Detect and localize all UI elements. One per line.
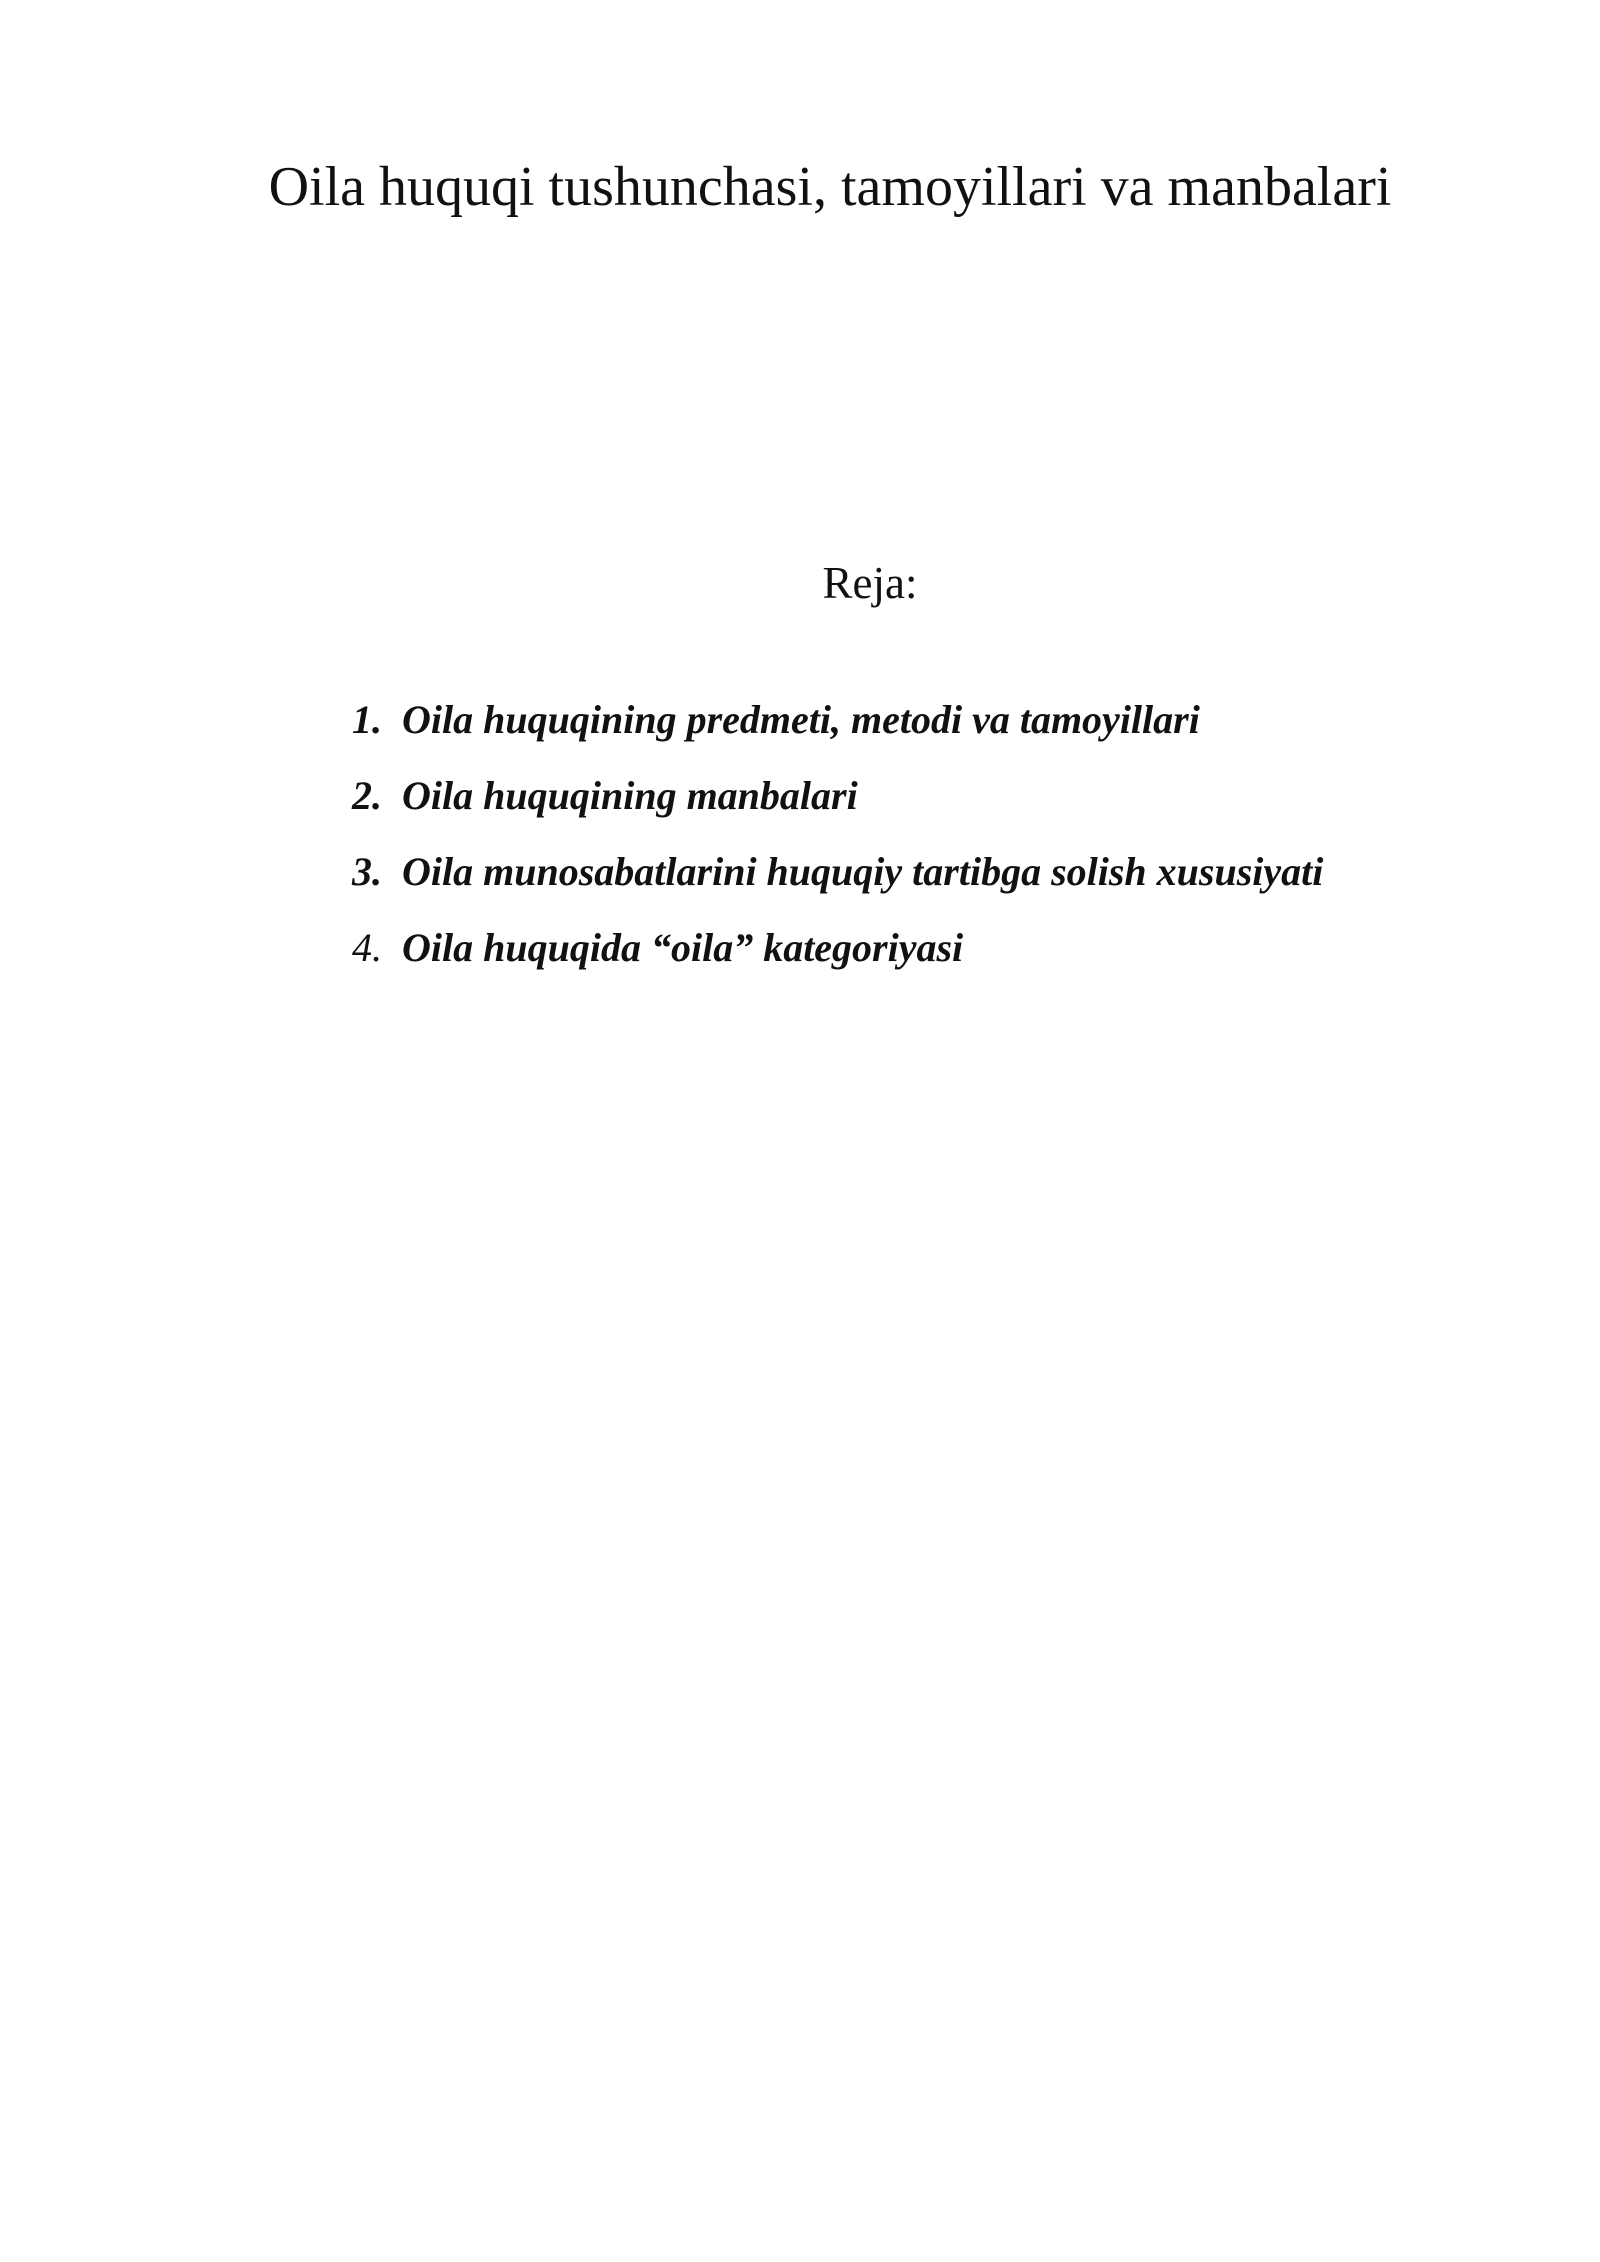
plan-item-number: 4. [352,925,382,970]
plan-item-2 [352,768,1323,844]
plan-item-text: Oila huquqining predmeti, metodi va tamoyillari [402,697,1200,742]
plan-heading: Reja: [822,558,918,608]
plan-item-4 [352,920,1323,996]
plan-item-3 [352,844,1323,920]
plan-item-text: Oila munosabatlarini huquqiy tartibga solish xususiyati [402,849,1324,894]
plan-item-text: Oila huquqining manbalari [402,773,858,818]
plan-list [352,692,1323,996]
plan-item-text: Oila huquqida “oila” kategoriyasi [402,925,964,970]
plan-item-number: 1. [352,697,382,742]
document-title: Oila huquqi tushunchasi, tamoyillari va manbalari [268,156,1392,218]
plan-item-number: 2. [352,773,382,818]
plan-item-1 [352,692,1323,768]
plan-item-number: 3. [352,849,382,894]
